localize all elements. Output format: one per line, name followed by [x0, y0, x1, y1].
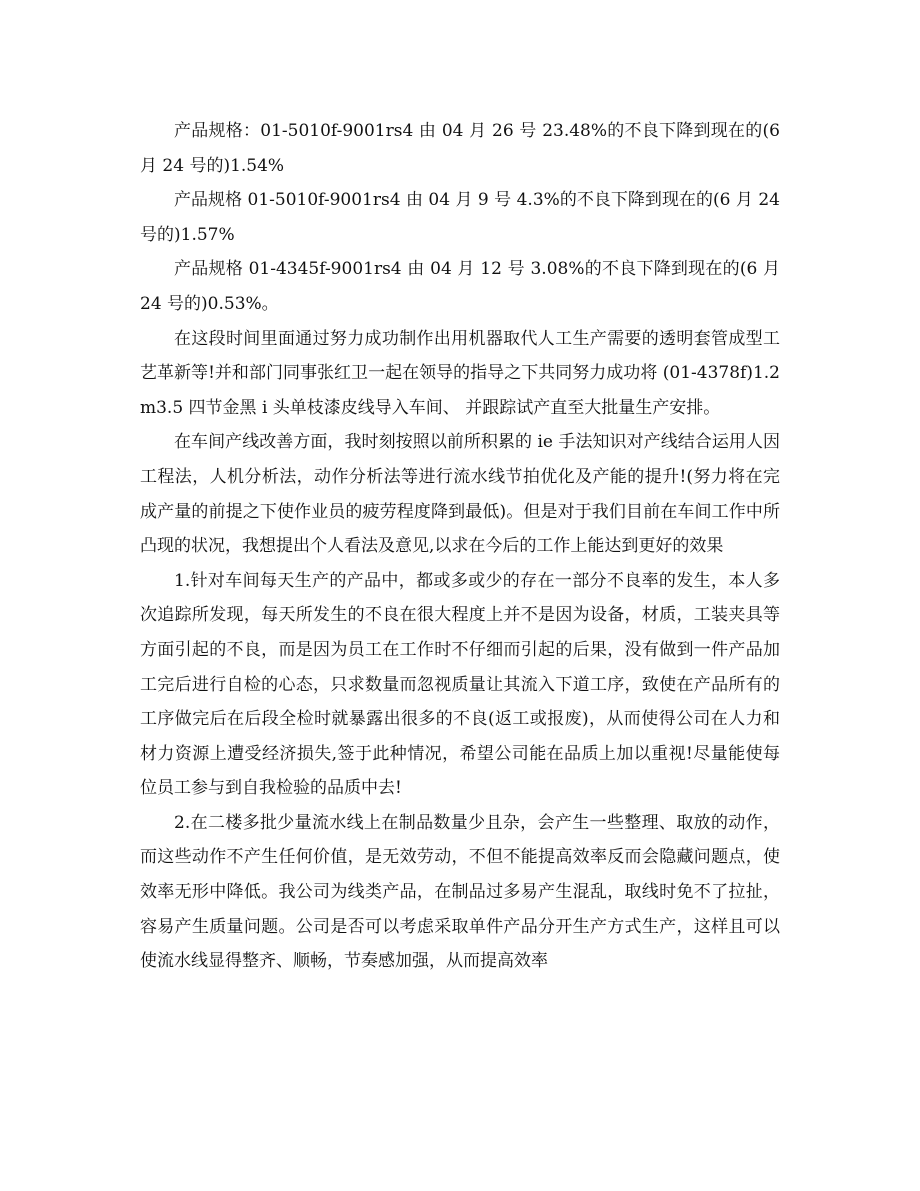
achievement-paragraph: 在这段时间里面通过努力成功制作出用机器取代人工生产需要的透明套管成型工艺革新等!并和部门同事张红卫一起在领导的指导之下共同努力成功将 (01-4378f)1.2m3.5 四节金黑 i 头单枝漆皮线导入车间、 并跟踪试产直至大批量生产安排。	[140, 328, 780, 418]
spec-paragraph-2: 产品规格 01-5010f-9001rs4 由 04 月 9 号 4.3%的不良下降到现在的(6 月 24 号的)1.57%	[140, 190, 780, 245]
spec-paragraph-3: 产品规格 01-4345f-9001rs4 由 04 月 12 号 3.08%的不良下降到现在的(6 月 24 号的)0.53%。	[140, 259, 780, 314]
spec-paragraph-1: 产品规格：01-5010f-9001rs4 由 04 月 26 号 23.48%的不良下降到现在的(6 月 24 号的)1.54%	[140, 121, 780, 176]
suggestion-paragraph-2: 2.在二楼多批少量流水线上在制品数量少且杂，会产生一些整理、取放的动作，而这些动作不产生任何价值，是无效劳动，不但不能提高效率反而会隐藏问题点，使效率无形中降低。我公司为线类产品，在制品过多易产生混乱，取线时免不了拉扯，容易产生质量问题。公司是否可以考虑采取单件产品分开生产方式生产，这样且可以使流水线显得整齐、顺畅，节奏感加强，从而提高效率	[140, 812, 780, 972]
document-body	[140, 114, 780, 979]
suggestion-paragraph-1: 1.针对车间每天生产的产品中，都或多或少的存在一部分不良率的发生，本人多次追踪所发现，每天所发生的不良在很大程度上并不是因为设备，材质，工装夹具等方面引起的不良，而是因为员工在工作时不仔细而引起的后果，没有做到一件产品加工完后进行自检的心态，只求数量而忽视质量让其流入下道工序，致使在产品所有的工序做完后在后段全检时就暴露出很多的不良(返工或报废)，从而使得公司在人力和材力资源上遭受经济损失,签于此种情况，希望公司能在品质上加以重视!尽量能使每位员工参与到自我检验的品质中去!	[140, 570, 780, 799]
improvement-paragraph: 在车间产线改善方面，我时刻按照以前所积累的 ie 手法知识对产线结合运用人因工程法，人机分析法，动作分析法等进行流水线节拍优化及产能的提升!(努力将在完成产量的前提之下使作业员的疲劳程度降到最低)。但是对于我们目前在车间工作中所凸现的状况，我想提出个人看法及意见,以求在今后的工作上能达到更好的效果	[140, 432, 780, 557]
